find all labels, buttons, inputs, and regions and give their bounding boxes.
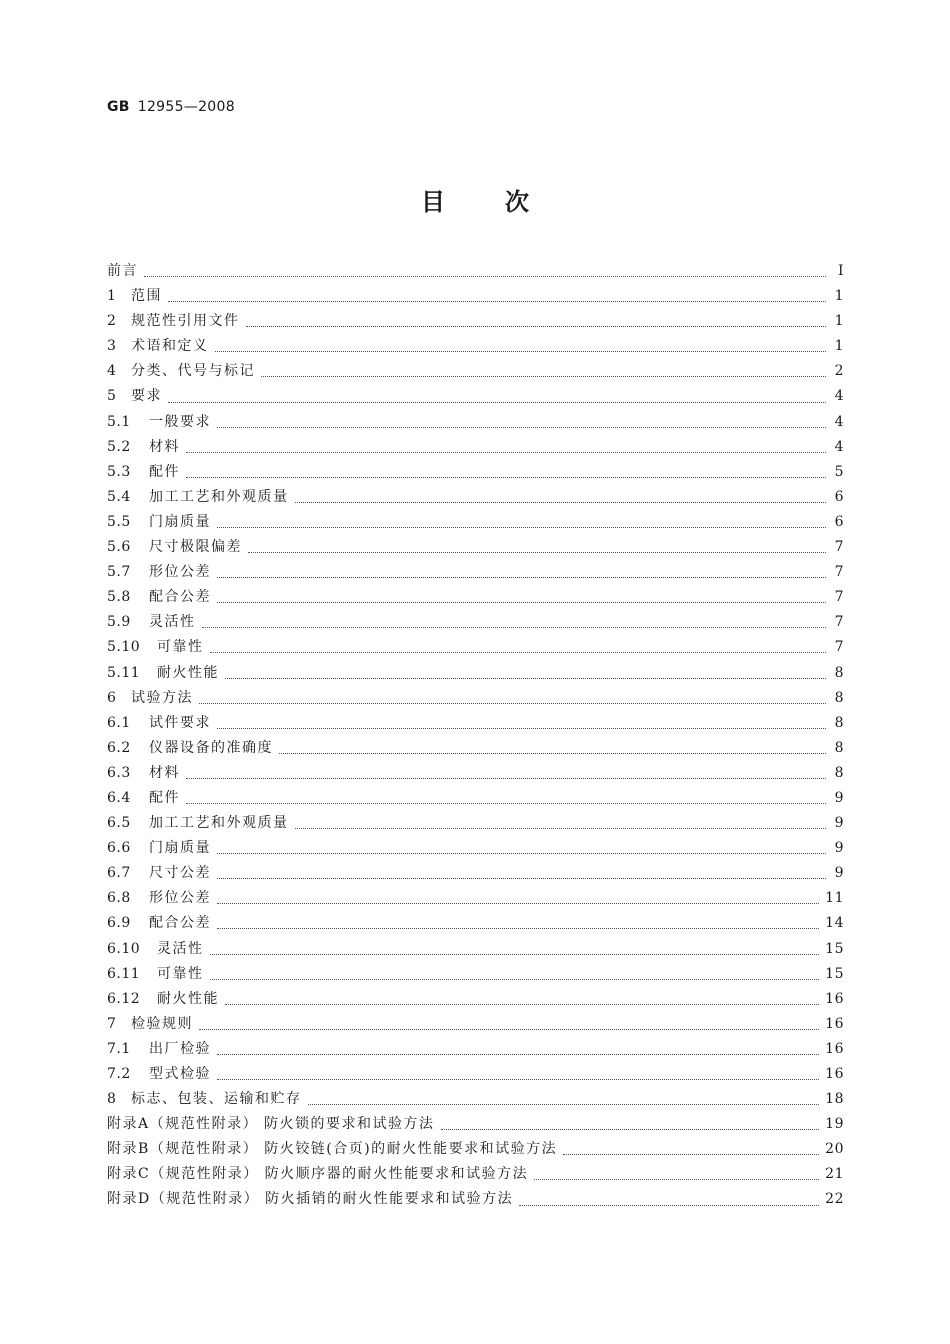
page-title: 目次 xyxy=(421,188,589,216)
toc-entry[interactable] xyxy=(107,962,844,987)
toc-entry-label xyxy=(107,686,193,711)
toc-entry[interactable] xyxy=(107,510,844,535)
toc-entry-page: 16 xyxy=(825,1040,844,1057)
toc-entry[interactable] xyxy=(107,435,844,460)
standard-code xyxy=(107,99,235,115)
toc-entry-page: 16 xyxy=(825,1066,844,1082)
toc-entry-number: 5.7 xyxy=(107,564,131,581)
toc-entry-number: 6.1 xyxy=(107,714,131,731)
toc-entry[interactable] xyxy=(107,1162,844,1187)
toc-entry-label xyxy=(107,485,289,510)
toc-entry-label xyxy=(107,510,211,535)
toc-entry-number: 6.4 xyxy=(107,789,131,806)
toc-entry-number: 6.5 xyxy=(107,815,131,832)
toc-entry-title: 试验方法 xyxy=(131,689,193,706)
toc-entry-page: 7 xyxy=(834,589,844,606)
toc-entry-title: 形位公差 xyxy=(149,564,211,581)
toc-entry-title: 门扇质量 xyxy=(149,513,211,530)
toc-dot-leader xyxy=(279,743,826,754)
toc-entry-page: 8 xyxy=(834,664,844,681)
toc-entry-number: 6.3 xyxy=(107,764,131,781)
toc-entry[interactable] xyxy=(107,585,844,610)
toc-entry-title: 材料 xyxy=(149,764,180,781)
toc-entry-label xyxy=(107,987,219,1012)
toc-entry-page: 6 xyxy=(834,513,844,530)
toc-dot-leader xyxy=(217,868,826,879)
toc-entry[interactable] xyxy=(107,309,844,334)
toc-entry[interactable] xyxy=(107,259,844,284)
toc-entry-title: 规范性引用文件 xyxy=(131,313,240,330)
toc-dot-leader xyxy=(144,266,826,277)
toc-entry-page: 6 xyxy=(834,488,844,505)
toc-entry-title: 配合公差 xyxy=(149,915,211,932)
toc-entry-title: 配合公差 xyxy=(149,589,211,606)
toc-entry-page: 9 xyxy=(834,789,844,806)
toc-entry-label xyxy=(107,1062,211,1087)
toc-entry-page: 8 xyxy=(834,764,844,781)
toc-entry-page: 8 xyxy=(834,689,844,706)
toc-entry-title: 材料 xyxy=(149,438,180,455)
toc-entry-label xyxy=(107,535,242,560)
toc-entry-page: 7 xyxy=(834,564,844,581)
toc-entry[interactable] xyxy=(107,485,844,510)
toc-entry[interactable] xyxy=(107,1137,844,1162)
toc-entry-number: 4 xyxy=(107,363,117,380)
toc-dot-leader xyxy=(217,517,826,528)
toc-entry-number: 6.7 xyxy=(107,865,131,882)
toc-dot-leader xyxy=(225,994,819,1005)
toc-entry-page: 4 xyxy=(834,438,844,455)
toc-entry-number: 7 xyxy=(107,1015,117,1032)
toc-entry-label xyxy=(107,937,204,962)
toc-entry-label xyxy=(107,711,211,736)
toc-entry-label xyxy=(107,1112,435,1137)
toc-entry[interactable] xyxy=(107,911,844,936)
toc-entry-page: 1 xyxy=(834,288,844,305)
toc-entry-page: 4 xyxy=(834,388,844,405)
toc-dot-leader xyxy=(217,1069,819,1080)
toc-entry-number: 5.1 xyxy=(107,413,131,430)
toc-dot-leader xyxy=(217,1044,819,1055)
table-of-contents xyxy=(107,259,844,1213)
toc-entry-label xyxy=(107,384,162,409)
toc-entry-title: 术语和定义 xyxy=(131,338,209,355)
toc-dot-leader xyxy=(202,617,827,628)
toc-entry-title: 型式检验 xyxy=(149,1066,211,1082)
toc-entry[interactable] xyxy=(107,560,844,585)
toc-entry-number: 5.2 xyxy=(107,438,131,455)
toc-entry-number: 5.5 xyxy=(107,513,131,530)
toc-entry[interactable] xyxy=(107,359,844,384)
toc-entry-label xyxy=(107,661,219,686)
toc-entry-page: 5 xyxy=(834,463,844,480)
toc-entry-number: 5 xyxy=(107,388,117,405)
toc-dot-leader xyxy=(210,642,827,653)
toc-entry-title: 配件 xyxy=(149,463,180,480)
toc-entry-number: 6 xyxy=(107,689,117,706)
toc-entry-title: 附录D（规范性附录） 防火插销的耐火性能要求和试验方法 xyxy=(107,1191,514,1208)
toc-entry-label xyxy=(107,359,255,384)
toc-entry-label xyxy=(107,410,211,435)
toc-entry-label xyxy=(107,911,211,936)
toc-dot-leader xyxy=(217,893,819,904)
toc-entry-title: 灵活性 xyxy=(149,614,196,631)
toc-entry-title: 加工工艺和外观质量 xyxy=(149,815,289,832)
toc-entry-title: 试件要求 xyxy=(149,714,211,731)
toc-entry-label xyxy=(107,1162,528,1187)
toc-dot-leader xyxy=(199,693,826,704)
toc-entry-title: 附录B（规范性附录） 防火铰链(合页)的耐火性能要求和试验方法 xyxy=(107,1141,558,1158)
toc-entry[interactable] xyxy=(107,1037,844,1062)
toc-entry-page: 7 xyxy=(834,639,844,656)
toc-entry-page: 8 xyxy=(834,714,844,731)
toc-entry[interactable] xyxy=(107,1012,844,1037)
toc-entry[interactable] xyxy=(107,535,844,560)
toc-entry-label xyxy=(107,1087,302,1112)
toc-entry-label xyxy=(107,786,180,811)
toc-dot-leader xyxy=(519,1195,819,1206)
toc-entry[interactable] xyxy=(107,610,844,635)
toc-entry-number: 6.2 xyxy=(107,739,131,756)
toc-entry[interactable] xyxy=(107,886,844,911)
toc-entry-page: 9 xyxy=(834,815,844,832)
toc-entry-title: 仪器设备的准确度 xyxy=(149,739,273,756)
toc-entry-label xyxy=(107,610,196,635)
toc-entry-label xyxy=(107,334,209,359)
toc-entry[interactable] xyxy=(107,861,844,886)
toc-entry[interactable] xyxy=(107,811,844,836)
toc-entry-page: 20 xyxy=(825,1141,844,1158)
toc-entry-title: 分类、代号与标记 xyxy=(131,363,255,380)
toc-entry-title: 一般要求 xyxy=(149,413,211,430)
toc-entry-number: 5.9 xyxy=(107,614,131,631)
toc-dot-leader xyxy=(295,818,827,829)
toc-entry-page: 14 xyxy=(825,915,844,932)
toc-entry-label xyxy=(107,585,211,610)
toc-entry-number: 7.2 xyxy=(107,1066,131,1082)
toc-entry-number: 6.6 xyxy=(107,840,131,857)
toc-dot-leader xyxy=(186,442,826,453)
toc-dot-leader xyxy=(261,366,826,377)
toc-entry-number: 6.8 xyxy=(107,890,131,907)
toc-entry[interactable] xyxy=(107,384,844,409)
toc-entry-title: 形位公差 xyxy=(149,890,211,907)
standard-number: 12955—2008 xyxy=(137,99,235,115)
toc-entry[interactable] xyxy=(107,1062,844,1087)
toc-entry-title: 要求 xyxy=(131,388,162,405)
toc-entry-label xyxy=(107,1187,513,1212)
toc-entry-number: 5.4 xyxy=(107,488,131,505)
toc-entry-label xyxy=(107,460,180,485)
toc-entry-label xyxy=(107,836,211,861)
toc-entry-title: 配件 xyxy=(149,789,180,806)
toc-dot-leader xyxy=(225,668,826,679)
toc-entry-page: 9 xyxy=(834,840,844,857)
toc-entry-number: 1 xyxy=(107,288,117,305)
toc-entry[interactable] xyxy=(107,661,844,686)
toc-dot-leader xyxy=(186,467,826,478)
toc-entry-number: 6.11 xyxy=(107,965,141,982)
toc-dot-leader xyxy=(215,341,827,352)
toc-entry-page: 16 xyxy=(825,990,844,1007)
toc-entry-number: 6.10 xyxy=(107,940,141,957)
toc-entry[interactable] xyxy=(107,1187,844,1212)
toc-entry-number: 5.10 xyxy=(107,639,141,656)
toc-entry-title: 可靠性 xyxy=(157,965,204,982)
toc-dot-leader xyxy=(441,1119,820,1130)
toc-dot-leader xyxy=(534,1169,819,1180)
toc-entry[interactable] xyxy=(107,761,844,786)
toc-entry-title: 灵活性 xyxy=(157,940,204,957)
toc-dot-leader xyxy=(168,392,826,403)
toc-dot-leader xyxy=(210,969,820,980)
toc-entry[interactable] xyxy=(107,786,844,811)
toc-entry-page: Ⅰ xyxy=(837,263,844,279)
toc-entry-page: 22 xyxy=(825,1191,844,1208)
toc-entry[interactable] xyxy=(107,635,844,660)
toc-entry-page: 21 xyxy=(825,1166,844,1183)
toc-entry-page: 19 xyxy=(825,1116,844,1133)
toc-entry-number: 2 xyxy=(107,313,117,330)
toc-entry-label xyxy=(107,761,180,786)
toc-entry-title: 耐火性能 xyxy=(157,664,219,681)
toc-entry-page: 15 xyxy=(825,940,844,957)
toc-dot-leader xyxy=(217,592,826,603)
toc-entry-label xyxy=(107,736,273,761)
toc-entry-label xyxy=(107,811,289,836)
toc-entry-title: 附录A（规范性附录） 防火锁的要求和试验方法 xyxy=(107,1116,435,1133)
toc-entry-label xyxy=(107,962,204,987)
toc-entry-page: 1 xyxy=(834,338,844,355)
toc-dot-leader xyxy=(186,793,826,804)
toc-entry-page: 4 xyxy=(834,413,844,430)
toc-entry-number: 3 xyxy=(107,338,117,355)
toc-dot-leader xyxy=(186,768,826,779)
toc-entry[interactable] xyxy=(107,460,844,485)
toc-entry[interactable] xyxy=(107,836,844,861)
standard-prefix: GB xyxy=(107,99,130,115)
toc-dot-leader xyxy=(168,291,826,302)
toc-entry-title: 附录C（规范性附录） 防火顺序器的耐火性能要求和试验方法 xyxy=(107,1166,529,1183)
toc-entry-label xyxy=(107,560,211,585)
toc-entry[interactable] xyxy=(107,1087,844,1112)
toc-entry-page: 8 xyxy=(834,739,844,756)
toc-dot-leader xyxy=(248,542,826,553)
toc-dot-leader xyxy=(217,918,819,929)
toc-entry-number: 5.8 xyxy=(107,589,131,606)
toc-dot-leader xyxy=(246,316,827,327)
toc-entry-title: 耐火性能 xyxy=(157,990,219,1007)
toc-entry-title: 加工工艺和外观质量 xyxy=(149,488,289,505)
toc-entry-title: 检验规则 xyxy=(131,1015,193,1032)
toc-entry[interactable] xyxy=(107,987,844,1012)
toc-dot-leader xyxy=(308,1094,820,1105)
toc-entry-label xyxy=(107,1137,557,1162)
toc-entry-page: 11 xyxy=(825,890,844,907)
toc-dot-leader xyxy=(217,417,826,428)
toc-entry-page: 7 xyxy=(834,539,844,556)
toc-entry-number: 5.3 xyxy=(107,463,131,480)
toc-entry-number: 6.9 xyxy=(107,915,131,932)
toc-entry-number: 7.1 xyxy=(107,1040,131,1057)
toc-entry-number: 8 xyxy=(107,1091,117,1108)
toc-entry-label xyxy=(107,309,240,334)
toc-entry-number: 5.6 xyxy=(107,539,131,556)
toc-dot-leader xyxy=(217,843,826,854)
toc-dot-leader xyxy=(217,567,826,578)
toc-dot-leader xyxy=(199,1019,819,1030)
toc-entry-page: 16 xyxy=(825,1015,844,1032)
toc-entry-number: 6.12 xyxy=(107,990,141,1007)
toc-entry-label xyxy=(107,1037,211,1062)
toc-entry[interactable] xyxy=(107,334,844,359)
toc-entry-title: 出厂检验 xyxy=(149,1040,211,1057)
toc-entry[interactable] xyxy=(107,686,844,711)
toc-entry-label xyxy=(107,635,204,660)
toc-entry-label xyxy=(107,435,180,460)
toc-entry-title: 门扇质量 xyxy=(149,840,211,857)
toc-entry-page: 2 xyxy=(834,363,844,380)
toc-entry-title: 前言 xyxy=(107,263,138,279)
toc-dot-leader xyxy=(295,492,827,503)
toc-entry[interactable] xyxy=(107,284,844,309)
toc-entry-number: 5.11 xyxy=(107,664,141,681)
toc-entry[interactable] xyxy=(107,711,844,736)
toc-entry-label xyxy=(107,259,138,284)
toc-entry-page: 9 xyxy=(834,865,844,882)
toc-entry-page: 15 xyxy=(825,965,844,982)
toc-entry-title: 尺寸极限偏差 xyxy=(149,539,242,556)
toc-entry-title: 尺寸公差 xyxy=(149,865,211,882)
toc-entry[interactable] xyxy=(107,736,844,761)
toc-dot-leader xyxy=(210,944,820,955)
toc-entry-title: 范围 xyxy=(131,288,162,305)
toc-dot-leader xyxy=(563,1144,819,1155)
toc-entry-page: 7 xyxy=(834,614,844,631)
toc-dot-leader xyxy=(217,718,826,729)
toc-entry[interactable] xyxy=(107,1112,844,1137)
toc-entry-page: 1 xyxy=(834,313,844,330)
toc-entry-label xyxy=(107,284,162,309)
toc-entry[interactable] xyxy=(107,937,844,962)
toc-entry-title: 标志、包装、运输和贮存 xyxy=(131,1091,302,1108)
toc-entry-label xyxy=(107,1012,193,1037)
toc-entry-label xyxy=(107,886,211,911)
toc-entry-label xyxy=(107,861,211,886)
toc-entry-page: 18 xyxy=(825,1091,844,1108)
toc-entry[interactable] xyxy=(107,410,844,435)
toc-entry-title: 可靠性 xyxy=(157,639,204,656)
